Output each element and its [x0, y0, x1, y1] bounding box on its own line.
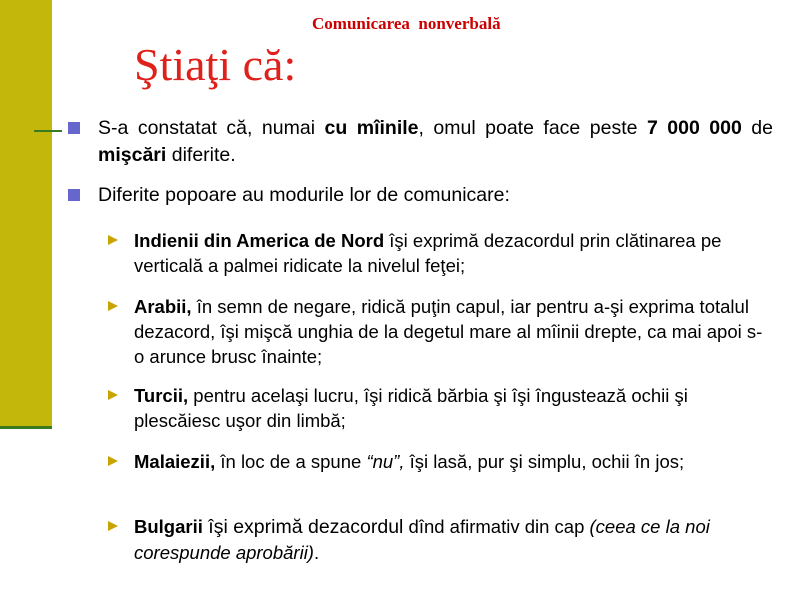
- bullet-text: Diferite popoare au modurile lor de comunicare:: [98, 184, 510, 206]
- arrow-bullet-icon: [108, 301, 118, 311]
- sub-bullet-item: [108, 294, 768, 369]
- square-bullet-icon: [68, 189, 80, 201]
- bullet-item: [68, 182, 773, 209]
- bullet-text: S-a constatat că, numai cu mîinile, omul poate face peste 7 000 000 de mişcări diferite.: [98, 117, 773, 166]
- header-title: Comunicarea nonverbală: [312, 14, 501, 33]
- square-bullet-icon: [68, 122, 80, 134]
- bullet-item: [68, 115, 773, 169]
- arrow-bullet-icon: [108, 390, 118, 400]
- sub-bullet-item: [108, 514, 768, 565]
- arrow-bullet-icon: [108, 456, 118, 466]
- sub-bullet-item: [108, 449, 768, 474]
- sub-bullet-text: Arabii, în semn de negare, ridică puţin capul, iar pentru a-şi exprima totalul dezacord, îşi mişcă unghia de la degetul mare al mîinii drepte, ca mai apoi s-o arunce brusc înainte;: [134, 296, 763, 367]
- arrow-bullet-icon: [108, 521, 118, 531]
- sub-bullet-text: Indienii din America de Nord îşi exprimă dezacordul prin clătinarea pe verticală a palmei ridicate la nivelul feţei;: [134, 230, 722, 276]
- side-decoration-bar: [0, 0, 52, 426]
- slide-title: Ştiaţi că:: [134, 39, 297, 90]
- sub-bullet-text: Malaiezii, în loc de a spune “nu”, îşi lasă, pur şi simplu, ochii în jos;: [134, 451, 685, 472]
- sub-bullet-item: [108, 383, 768, 433]
- side-decoration-line: [0, 426, 52, 429]
- sub-bullet-text: Turcii, pentru acelaşi lucru, îşi ridică bărbia şi îşi îngustează ochii şi plescăiesc uşor din limbă;: [134, 385, 688, 431]
- side-decoration-tick: [34, 130, 62, 132]
- sub-bullet-text: Bulgarii îşi exprimă dezacordul dînd afirmativ din cap (ceea ce la noi corespunde aprobării).: [134, 516, 710, 563]
- sub-bullet-item: [108, 228, 768, 278]
- arrow-bullet-icon: [108, 235, 118, 245]
